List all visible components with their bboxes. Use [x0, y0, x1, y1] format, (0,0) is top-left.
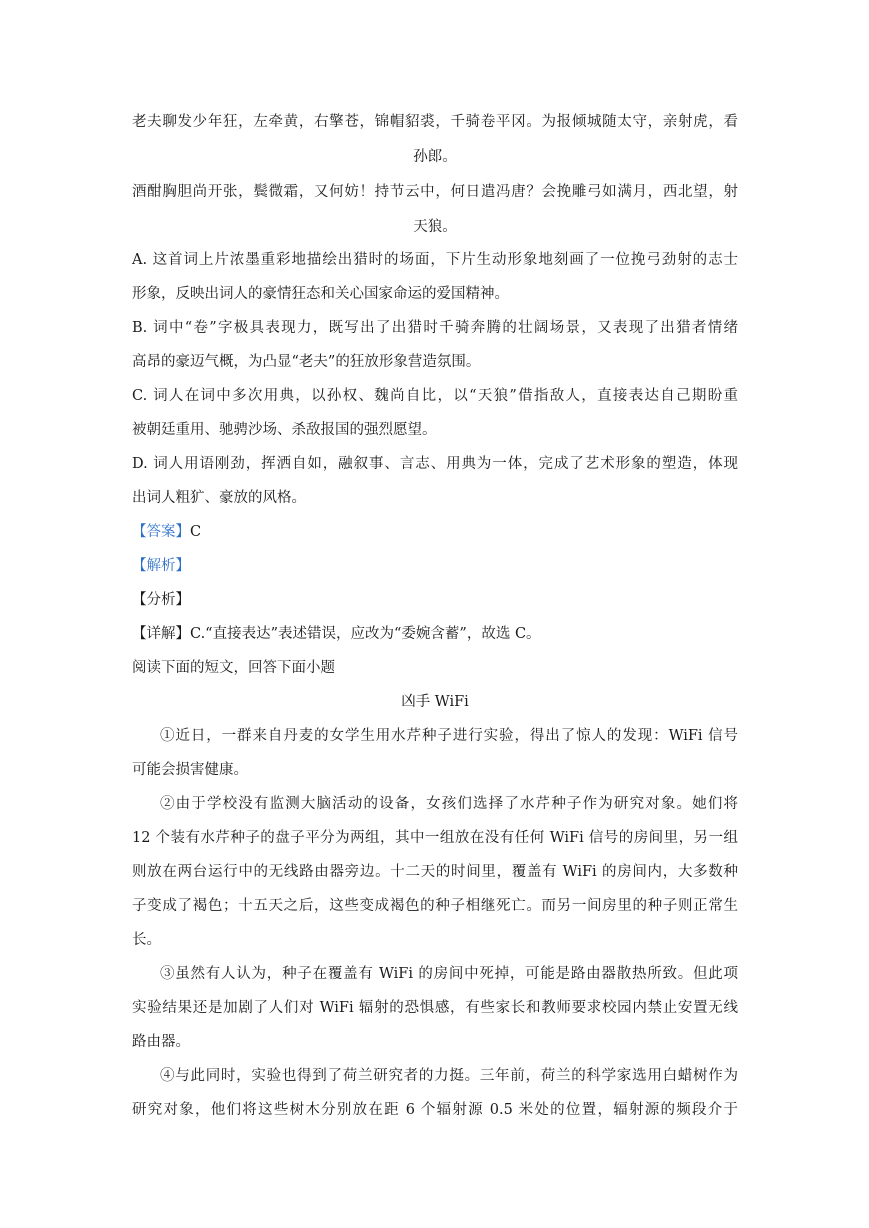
para-2-line-2: 12 个装有水芹种子的盘子平分为两组，其中一组放在没有任何 WiFi 信号的房间里，另一组	[132, 830, 738, 846]
option-a-line-2: 形象，反映出词人的豪情狂态和关心国家命运的爱国精神。	[132, 286, 509, 302]
poem-line-2b: 天狼。	[413, 219, 457, 235]
para-2-line-1: ②由于学校没有监测大脑活动的设备，女孩们选择了水芹种子作为研究对象。她们将	[160, 796, 738, 812]
para-2-line-5: 长。	[132, 932, 161, 948]
detail-row	[132, 624, 738, 644]
option-a-line-1: A. 这首词上片浓墨重彩地描绘出猎时的场面，下片生动形象地刻画了一位挽弓劲射的志士	[132, 252, 738, 268]
para-3-line-1: ③虽然有人认为，种子在覆盖有 WiFi 的房间中死掉，可能是路由器散热所致。但此项	[160, 966, 738, 982]
para-2-line-3: 则放在两台运行中的无线路由器旁边。十二天的时间里，覆盖有 WiFi 的房间内，大多数种	[132, 864, 738, 880]
option-d-line-2: 出词人粗犷、豪放的风格。	[132, 490, 306, 506]
detail-text: C.“直接表达”表述错误，应改为“委婉含蓄”，故选 C。	[190, 626, 541, 642]
poem-line-2a: 酒酣胸胆尚开张，鬓微霜，又何妨！持节云中，何日遣冯唐？会挽雕弓如满月，西北望，射	[132, 184, 738, 200]
para-3-line-3: 路由器。	[132, 1034, 190, 1050]
para-2-line-4: 子变成了褐色；十五天之后，这些变成褐色的种子相继死亡。而另一间房里的种子则正常生	[132, 898, 738, 914]
para-4-line-1: ④与此同时，实验也得到了荷兰研究者的力挺。三年前，荷兰的科学家选用白蜡树作为	[160, 1068, 738, 1084]
para-1-line-1: ①近日，一群来自丹麦的女学生用水芹种子进行实验，得出了惊人的发现：WiFi 信号	[160, 728, 738, 744]
option-b-line-2: 高昂的豪迈气概，为凸显“老夫”的狂放形象营造氛围。	[132, 354, 481, 370]
option-d-line-1: D. 词人用语刚劲，挥洒自如，融叙事、言志、用典为一体，完成了艺术形象的塑造，体现	[132, 456, 738, 472]
answer-label: 【答案】	[132, 524, 190, 540]
option-c-line-1: C. 词人在词中多次用典，以孙权、魏尚自比，以“天狼”借指敌人，直接表达自己期盼重	[132, 388, 738, 404]
analysis-label: 【解析】	[132, 558, 190, 574]
para-4-line-2: 研究对象，他们将这些树木分别放在距 6 个辐射源 0.5 米处的位置，辐射源的频段介于	[132, 1102, 738, 1118]
option-b-line-1: B. 词中“卷”字极具表现力，既写出了出猎时千骑奔腾的壮阔场景，又表现了出猎者情绪	[132, 320, 738, 336]
para-1-line-2: 可能会损害健康。	[132, 762, 248, 778]
option-c-line-2: 被朝廷重用、驰骋沙场、杀敌报国的强烈愿望。	[132, 422, 437, 438]
fenxi-label: 【分析】	[132, 592, 190, 608]
poem-line-1a: 老夫聊发少年狂，左牵黄，右擎苍，锦帽貂裘，千骑卷平冈。为报倾城随太守，亲射虎，看	[132, 114, 738, 130]
poem-line-1b: 孙郎。	[413, 149, 457, 165]
reading-instruction: 阅读下面的短文，回答下面小题	[132, 660, 335, 676]
answer-row	[132, 522, 738, 542]
answer-value: C	[190, 524, 202, 540]
para-3-line-2: 实验结果还是加剧了人们对 WiFi 辐射的恐惧感，有些家长和教师要求校园内禁止安置无线	[132, 1000, 738, 1016]
article-title: 凶手 WiFi	[401, 694, 469, 710]
detail-label: 【详解】	[132, 626, 190, 642]
